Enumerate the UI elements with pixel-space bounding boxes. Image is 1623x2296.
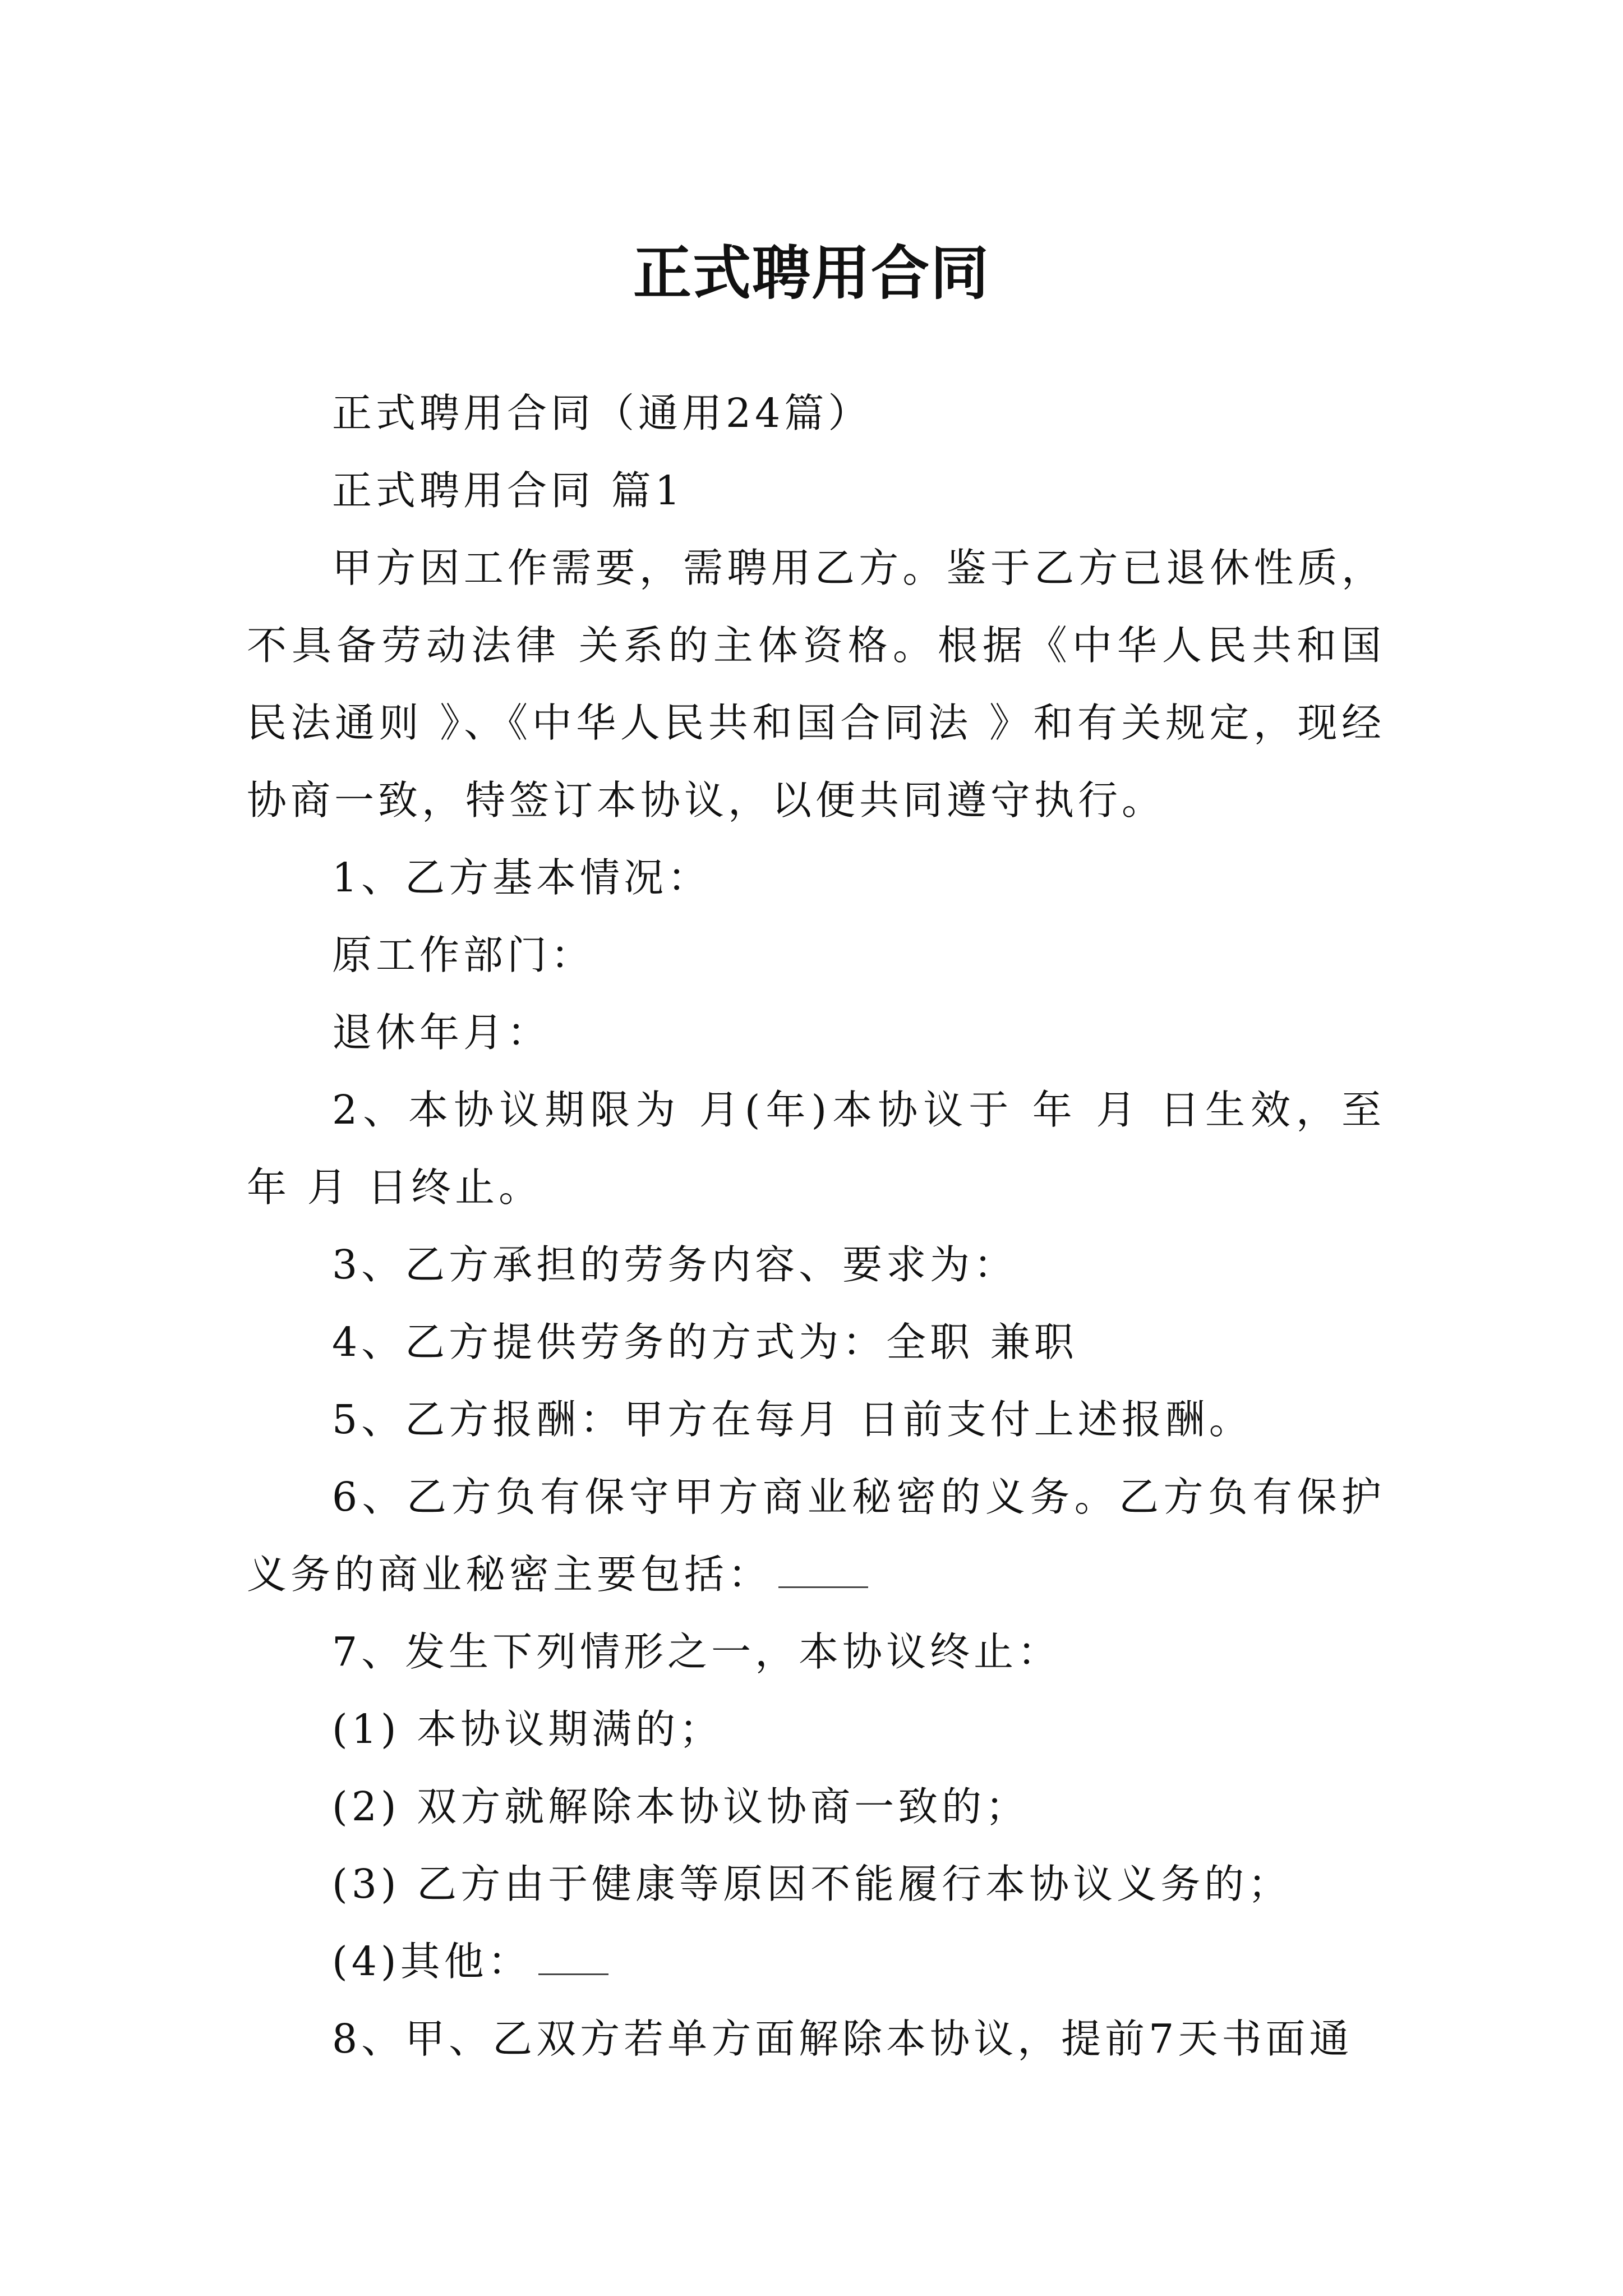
paragraph-item-4 <box>247 1923 1385 2000</box>
paragraph-clause-7: 7、发生下列情形之一，本协议终止： <box>332 1628 1062 1675</box>
clause-6-text: 6、乙方负有保守甲方商业秘密的义务。乙方负有保护义务的商业秘密主要包括： <box>247 1474 1385 1598</box>
paragraph-original-department: 原工作部门： <box>332 932 595 978</box>
paragraph-clause-6 <box>247 1458 1385 1613</box>
paragraph-item-3: (3) 乙方由于健康等原因不能履行本协议义务的； <box>332 1861 1292 1907</box>
paragraph-clause-1: 1、乙方基本情况： <box>332 854 712 901</box>
document-title: 正式聘用合同 <box>633 238 990 307</box>
paragraph-subtitle: 正式聘用合同（通用24篇） <box>332 390 872 436</box>
paragraph-clause-8: 8、甲、乙双方若单方面解除本协议，提前7天书面通 <box>332 2016 1353 2062</box>
paragraph-section-heading: 正式聘用合同 篇1 <box>332 467 684 514</box>
blank-line <box>538 1942 608 1975</box>
paragraph-clause-3: 3、乙方承担的劳务内容、要求为： <box>332 1241 1018 1288</box>
paragraph-clause-4: 4、乙方提供劳务的方式为：全职 兼职 <box>332 1319 1078 1365</box>
paragraph-item-1: (1) 本协议期满的； <box>332 1706 723 1752</box>
paragraph-clause-2: 2、本协议期限为 月(年)本协议于 年 月 日生效，至 年 月 日终止。 <box>247 1087 1385 1211</box>
blank-line <box>778 1555 868 1588</box>
paragraph-preamble: 甲方因工作需要，需聘用乙方。鉴于乙方已退休性质，不具备劳动法律 关系的主体资格。根据《中华人民共和国民法通则 》、《中华人民共和国合同法 》和有关规定，现经协商一致，特签订本协议，以便共同遵守执行。 <box>247 545 1385 823</box>
document-body <box>247 375 1385 2078</box>
paragraph-retirement-date: 退休年月： <box>332 1009 551 1056</box>
paragraph-item-2: (2) 双方就解除本协议协商一致的； <box>332 1783 1030 1830</box>
paragraph-clause-5: 5、乙方报酬：甲方在每月 日前支付上述报酬。 <box>332 1396 1253 1443</box>
item-4-text: (4)其他： <box>332 1938 532 1985</box>
